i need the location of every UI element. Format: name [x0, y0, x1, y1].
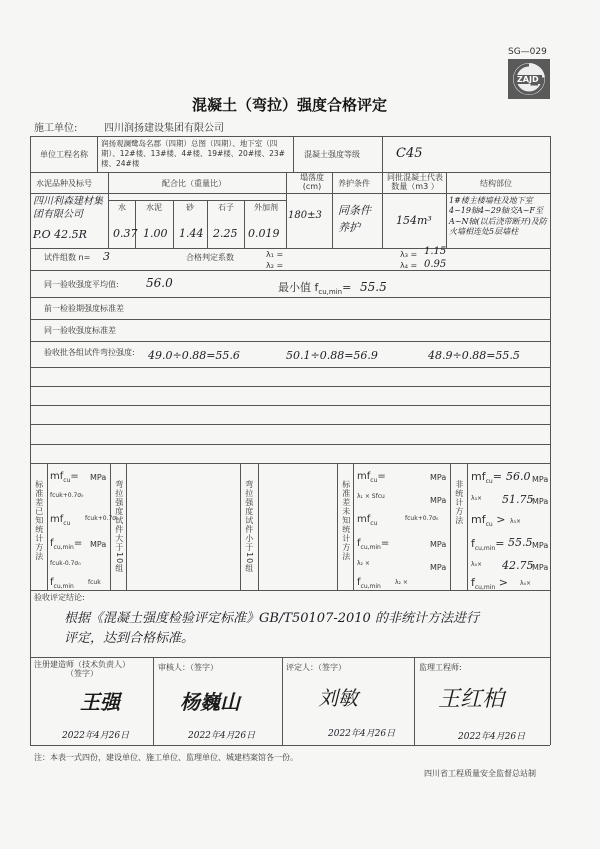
nonstat-l4fcuk: λ₄× — [520, 580, 531, 587]
construction-unit: 四川润扬建设集团有限公司 — [104, 123, 224, 134]
curing-value: 同条件养护 — [338, 204, 371, 234]
table-line — [30, 136, 31, 745]
flex-value-2: 50.1÷0.88=56.9 — [286, 349, 378, 362]
footer-org: 四川省工程质量安全监督总站制 — [424, 769, 536, 778]
stone-label: 石子 — [218, 203, 234, 212]
known-fcuk-07: fcuk-0.7σ₀ — [50, 560, 81, 567]
table-line — [337, 463, 338, 590]
known-fcumin-2: $f_{cu,min}$ — [50, 577, 74, 590]
volume-label: 同批混凝土代表 数量（m3 ） — [387, 173, 443, 192]
cement-value: 1.00 — [143, 227, 168, 240]
table-line — [30, 341, 550, 342]
lambda4-label: λ₄ = — [400, 261, 418, 270]
volume-value: 154m³ — [396, 214, 432, 227]
known-mfcu: $mf_{cu}=$ — [50, 471, 79, 484]
table-line — [30, 136, 550, 137]
evaluator-date: 2022年4月26日 — [328, 729, 396, 739]
average-label: 同一验收强度平均值: — [44, 280, 119, 289]
nonstat-fcumin-2: $f_{cu,min}$ > — [471, 576, 508, 592]
logo-text: ZAJD — [517, 75, 539, 84]
known-mpa-2: MPa — [90, 540, 107, 549]
prev-std-label: 前一检验期强度标准差 — [44, 304, 124, 313]
unknown-fcuk07: fcuk+0.7σ₀ — [405, 515, 439, 522]
unknown-l2-2: λ₂ × — [395, 579, 408, 586]
known-fcuk07: fcuk+0.7σ₀ — [50, 492, 84, 499]
nonstat-l3: λ₃× — [471, 495, 482, 502]
table-line — [244, 200, 245, 248]
unknown-mpa-1: MPa — [430, 473, 447, 482]
unknown-l1sfcu: λ₁ × Sfcu — [357, 493, 385, 500]
nonstat-l3fcuk: λ₃× — [510, 518, 521, 525]
cement-label: 水泥 — [146, 203, 162, 212]
unknown-mpa-3: MPa — [430, 540, 447, 549]
table-line — [293, 136, 294, 172]
slump-label: 塌落度 (cm) — [300, 173, 324, 192]
table-line — [30, 657, 550, 658]
table-line — [467, 463, 468, 590]
curing-label: 养护条件 — [338, 179, 370, 188]
flex-value-1: 49.0÷0.88=55.6 — [148, 349, 240, 362]
table-line — [258, 463, 259, 590]
assessment-label: 验收评定结论: — [34, 593, 85, 602]
table-line — [30, 319, 550, 320]
table-line — [240, 463, 241, 590]
unknown-mfcu-2: $mf_{cu}$ — [357, 514, 378, 527]
method-flex-under-label: 弯拉强度试件小于10组 — [244, 480, 254, 574]
concrete-grade-label: 混凝土强度等级 — [304, 150, 360, 159]
table-line — [382, 136, 383, 172]
nonstat-fcumin: $f_{cu,min}=$ — [471, 537, 505, 553]
flex-value-3: 48.9÷0.88=55.5 — [428, 349, 520, 362]
engineer-label: 注册建造师（技术负责人） （签字） — [34, 660, 130, 679]
engineer-signature: 王强 — [80, 690, 120, 714]
structure-label: 结构部位 — [480, 179, 512, 188]
nonstat-mfcu-2: $mf_{cu}$ > — [471, 513, 506, 529]
reviewer-date: 2022年4月26日 — [188, 731, 256, 741]
table-line — [286, 172, 287, 248]
table-line — [173, 200, 174, 248]
table-line — [30, 424, 550, 425]
method-flex-over-label: 弯拉强度试件大于10组 — [114, 480, 124, 574]
nonstat-mpa-4: MPa — [532, 563, 549, 572]
known-fcumin: $f_{cu,min}=$ — [50, 538, 83, 551]
table-line — [414, 657, 415, 745]
form-code: SG—029 — [508, 47, 547, 57]
min-value: 55.5 — [360, 280, 387, 294]
table-line — [207, 200, 208, 248]
evaluator-label: 评定人：（签字） — [286, 663, 346, 672]
lambda3-label: λ₃ = — [400, 250, 418, 259]
nonstat-mfcu: $mf_{cu}=$ — [471, 470, 502, 486]
stone-value: 2.25 — [213, 227, 238, 240]
page-title: 混凝土（弯拉）强度合格评定 — [192, 96, 388, 114]
nonstat-min-value: 55.5 — [508, 536, 533, 549]
mix-ratio-label: 配合比（重量比） — [162, 179, 226, 188]
nonstat-mpa-3: MPa — [532, 541, 549, 550]
admixture-label: 外加剂 — [254, 203, 278, 212]
criteria-label: 合格判定系数 — [186, 253, 234, 262]
unknown-mpa-4: MPa — [430, 563, 447, 572]
supervisor-label: 监理工程师: — [419, 663, 462, 672]
unknown-fcumin-2: $f_{cu,min}$ — [357, 577, 381, 590]
table-line — [30, 270, 550, 271]
unknown-fcumin: $f_{cu,min}=$ — [357, 538, 390, 551]
table-line — [110, 463, 111, 590]
table-line — [47, 463, 48, 590]
table-line — [30, 405, 550, 406]
groups-label: 试件组数 n= — [44, 253, 91, 262]
slump-value: 180±3 — [288, 210, 322, 221]
evaluator-signature: 刘敏 — [318, 686, 358, 710]
lambda1-label: λ₁ = — [266, 250, 284, 259]
same-std-label: 同一验收强度标准差 — [44, 326, 116, 335]
table-line — [30, 386, 550, 387]
nonstat-mfcu-value: 56.0 — [506, 470, 531, 483]
table-line — [450, 463, 451, 590]
concrete-grade-value: C45 — [396, 146, 423, 161]
nonstat-mpa-2: MPa — [532, 497, 549, 506]
table-line — [353, 463, 354, 590]
known-fcuk07-2: fcuk+0.7σ₀ — [85, 515, 119, 522]
lambda2-label: λ₂ = — [266, 261, 284, 270]
table-line — [550, 136, 551, 745]
table-line — [30, 248, 550, 249]
project-name-label: 单位工程名称 — [40, 150, 88, 159]
table-line — [30, 367, 550, 368]
table-line — [332, 172, 333, 248]
water-label: 水 — [118, 203, 126, 212]
table-line — [382, 172, 383, 248]
nonstat-l4: λ₄× — [471, 561, 482, 568]
table-line — [282, 657, 283, 745]
supervisor-signature: 王红柏 — [438, 687, 505, 712]
table-line — [30, 463, 550, 464]
nonstat-mpa-1: MPa — [532, 475, 549, 484]
groups-value: 3 — [103, 250, 110, 263]
unknown-mfcu: $mf_{cu}=$ — [357, 471, 386, 484]
nonstat-l3-value: 51.75 — [502, 493, 534, 506]
lambda3-value: 1.15 — [424, 246, 447, 257]
conclusion-line-2: 评定，达到合格标准。 — [64, 631, 195, 646]
flex-strengths-label: 验收批各组试件弯拉强度: — [44, 348, 135, 357]
table-line — [30, 745, 550, 746]
structure-value: 1#楼主楼墙柱及地下室4~19轴4~29轴交A~F至A~N轴(以后浇带断开)及防火墙相连处5层墙柱 — [449, 196, 547, 237]
unknown-l2: λ₂ × — [357, 560, 370, 567]
reviewer-label: 审核人：（签字） — [158, 663, 218, 672]
unknown-mpa-2: MPa — [430, 496, 447, 505]
cement-grade-value: P.O 42.5R — [33, 228, 87, 241]
table-line — [135, 200, 136, 248]
project-name-value: 润扬观澜鹭岛名郡（四期）总图（四期）、地下室（四期）、12#楼、13#楼、4#楼、19#楼、20#楼、23#楼、24#楼 — [101, 139, 285, 168]
lambda4-value: 0.95 — [424, 259, 447, 270]
min-label: 最小值 $f_{cu,min}=$ — [278, 281, 352, 297]
known-mpa-1: MPa — [90, 473, 107, 482]
table-line — [126, 463, 127, 590]
method-unknown-label: 标准差未知统计方法 — [341, 480, 351, 561]
table-line — [30, 444, 550, 445]
nonstat-l4-value: 42.75 — [502, 559, 534, 572]
supervisor-date: 2022年4月26日 — [458, 732, 526, 742]
reviewer-signature: 杨巍山 — [180, 690, 240, 714]
table-line — [446, 172, 447, 248]
table-line — [153, 657, 154, 745]
cement-type-value: 四川利森建材集团有限公司 — [33, 196, 103, 220]
known-mfcu-2: $mf_{cu}$ — [50, 514, 71, 527]
admixture-value: 0.019 — [248, 227, 280, 240]
cement-type-label: 水泥品种及标号 — [36, 179, 92, 188]
footer-note: 注：本表一式四份，建设单位、施工单位、监理单位、城建档案馆各一份。 — [34, 753, 298, 762]
sand-label: 砂 — [186, 203, 194, 212]
sand-value: 1.44 — [179, 227, 204, 240]
construction-unit-label: 施工单位: — [34, 123, 78, 134]
method-nonstat-label: 非统计方法 — [454, 480, 464, 525]
average-value: 56.0 — [146, 276, 173, 290]
known-fcuk: fcuk — [88, 579, 101, 586]
table-line — [108, 172, 109, 248]
water-value: 0.37 — [113, 227, 138, 240]
table-line — [30, 297, 550, 298]
zajd-logo — [508, 59, 550, 99]
conclusion-line-1: 根据《混凝土强度检验评定标准》GB/T50107-2010 的非统计方法进行 — [64, 611, 479, 626]
method-known-label: 标准差已知统计方法 — [34, 480, 44, 561]
engineer-date: 2022年4月26日 — [62, 731, 130, 741]
table-line — [97, 136, 98, 172]
